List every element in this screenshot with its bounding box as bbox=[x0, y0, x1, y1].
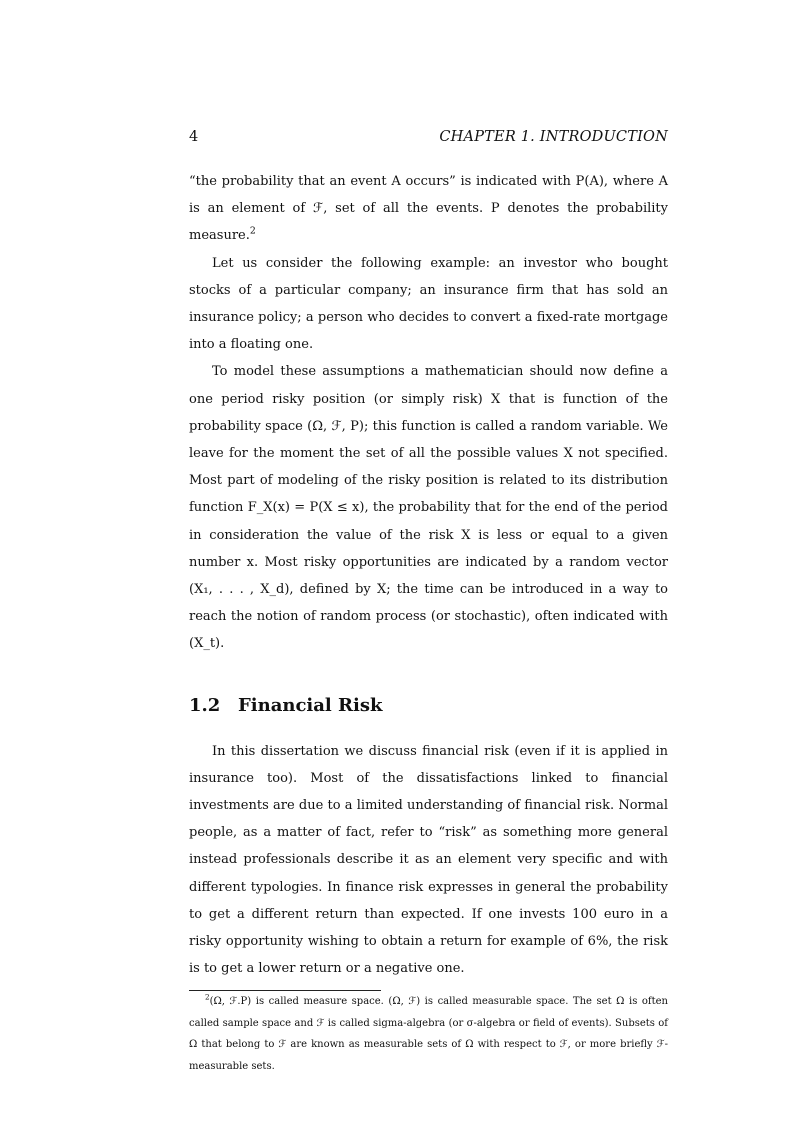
page-number: 4 bbox=[189, 129, 199, 145]
paragraph-continuation bbox=[189, 168, 668, 250]
section-body bbox=[189, 738, 668, 983]
body-text bbox=[189, 168, 668, 658]
section-number: 1.2 bbox=[189, 694, 221, 716]
page-content bbox=[189, 126, 668, 1087]
running-header bbox=[189, 126, 668, 148]
footnote-mark: 2 bbox=[205, 993, 210, 1003]
footnote bbox=[189, 991, 668, 1077]
section-heading bbox=[189, 694, 668, 718]
footnote-reference: 2 bbox=[249, 226, 256, 238]
paragraph-4: In this dissertation we discuss financial risk (even if it is applied in insurance too). Most of the dissatisfactions linked to financial investments are due to a limited understanding of financial risk. Normal people, as a matter of fact, refer to “risk” as something more general instead professionals describe it as an element very specific and with different typologies. In finance risk expresses in general the probability to get a different return than expected. If one invests 100 euro in a risky opportunity wishing to obtain a return for example of 6%, the risk is to get a lower return or a negative one. bbox=[189, 743, 668, 977]
footnote-text: (Ω, ℱ.P) is called measure space. (Ω, ℱ) is called measurable space. The set Ω is often called sample space and ℱ is called sigma-algebra (or σ-algebra or field of events). Subsets of Ω that belong to ℱ are known as measurable sets of Ω with respect to ℱ, or more briefly ℱ-measurable sets. bbox=[189, 996, 668, 1072]
paragraph-3: To model these assumptions a mathematician should now define a one period risky position (or simply risk) X that is function of the probability space (Ω, ℱ, P); this function is called a random variable. We leave for the moment the set of all the possible values X not specified. Most part of modeling of the risky position is related to its distribution function F_X(x) = P(X ≤ x), the probability that for the end of the period in consideration the value of the risk X is less or equal to a given number x. Most risky opportunities are indicated by a random vector (X₁, . . . , X_d), defined by X; the time can be introduced in a way to reach the notion of random process (or stochastic), often indicated with (X_t). bbox=[189, 364, 668, 652]
running-title: CHAPTER 1. INTRODUCTION bbox=[439, 129, 668, 145]
section-title: Financial Risk bbox=[238, 694, 383, 716]
paragraph-1-text: “the probability that an event A occurs” is indicated with P(A), where A is an element of ℱ, set of all the events. P denotes the probability measure. bbox=[189, 174, 668, 244]
paragraph-2: Let us consider the following example: an investor who bought stocks of a particular company; an insurance firm that has sold an insurance policy; a person who decides to convert a fixed-rate mortgage into a floating one. bbox=[189, 255, 668, 353]
